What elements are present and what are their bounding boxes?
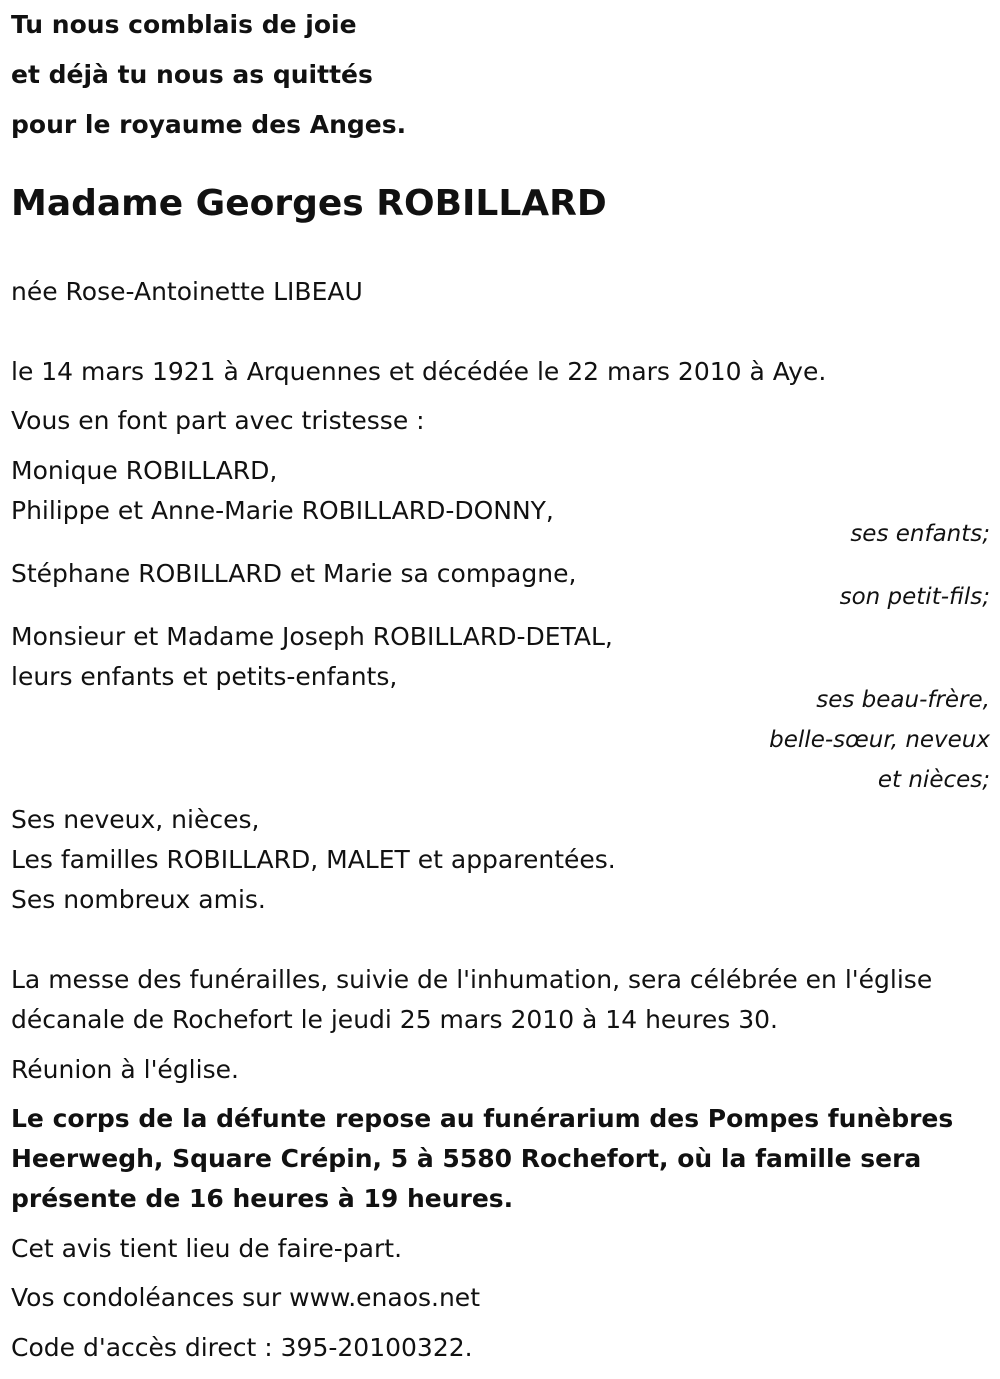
child-2: Philippe et Anne-Marie ROBILLARD-DONNY, <box>11 496 554 525</box>
inlaws-role-2: belle-sœur, neveux <box>769 727 990 753</box>
notice-text: Cet avis tient lieu de faire-part. <box>11 1234 403 1263</box>
grandson: Stéphane ROBILLARD et Marie sa compagne, <box>11 559 577 588</box>
condolences-text: Vos condoléances sur www.enaos.net <box>11 1283 480 1312</box>
announcement: Vous en font part avec tristesse : <box>11 406 425 435</box>
others-1: Ses neveux, nièces, <box>11 805 260 834</box>
life-dates: le 14 mars 1921 à Arquennes et décédée le 22 mars 2010 à Aye. <box>11 357 827 386</box>
others-3: Ses nombreux amis. <box>11 885 266 914</box>
children-role: ses enfants; <box>850 521 990 547</box>
access-code: Code d'accès direct : 395-20100322. <box>11 1333 473 1362</box>
funerarium-2: Heerwegh, Square Crépin, 5 à 5580 Rochefort, où la famille sera <box>11 1144 922 1173</box>
inlaws-1: Monsieur et Madame Joseph ROBILLARD-DETAL, <box>11 622 613 651</box>
born-name: née Rose-Antoinette LIBEAU <box>11 277 363 306</box>
grandson-role: son petit-fils; <box>839 584 990 610</box>
inlaws-role-3: et nièces; <box>877 767 990 793</box>
poem-line-2: et déjà tu nous as quittés <box>11 60 373 89</box>
poem-line-1: Tu nous comblais de joie <box>11 10 357 39</box>
inlaws-2: leurs enfants et petits-enfants, <box>11 662 398 691</box>
funerarium-1: Le corps de la défunte repose au funérarium des Pompes funèbres <box>11 1104 954 1133</box>
child-1: Monique ROBILLARD, <box>11 456 278 485</box>
funerarium-3: présente de 16 heures à 19 heures. <box>11 1184 514 1213</box>
poem-line-3: pour le royaume des Anges. <box>11 110 407 139</box>
deceased-name: Madame Georges ROBILLARD <box>11 183 607 224</box>
meeting: Réunion à l'église. <box>11 1055 239 1084</box>
others-2: Les familles ROBILLARD, MALET et apparentées. <box>11 845 616 874</box>
inlaws-role-1: ses beau-frère, <box>816 687 990 713</box>
ceremony-1: La messe des funérailles, suivie de l'inhumation, sera célébrée en l'église <box>11 965 933 994</box>
ceremony-2: décanale de Rochefort le jeudi 25 mars 2010 à 14 heures 30. <box>11 1005 778 1034</box>
